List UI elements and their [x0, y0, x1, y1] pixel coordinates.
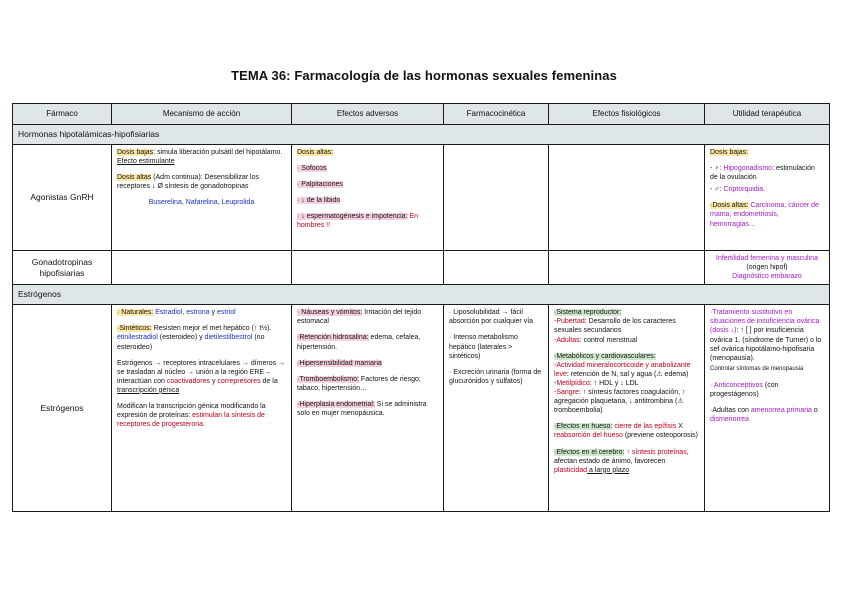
text: Hipogonadismo — [723, 165, 773, 173]
pharmacology-table — [12, 103, 830, 512]
adverse-label: ·Tromboembolismo: — [297, 375, 359, 383]
text: Modifican la transcripción génica modificando la expresión de proteínas: — [117, 403, 266, 420]
adverse-label: · Náuseas y vómitos: — [297, 309, 363, 317]
text: coactivadores — [166, 377, 211, 385]
adverse-item: · ↓ de la libido — [297, 197, 341, 205]
text: : ↑ síntesis factores coagulación, ↑ agregación plaquetaria, ↓ antitrombina (⚠ tromboembolia) — [554, 389, 686, 415]
text: Si se administra solo en mujer menopáusica. — [297, 400, 427, 418]
text: a largo plazo — [587, 466, 630, 474]
text: Factores de riesgo; tabaco, hipertensión… — [297, 375, 421, 392]
text: transcripción génica — [117, 386, 180, 394]
utilidad-cell — [705, 251, 830, 285]
text: : control menstrual — [579, 336, 638, 344]
text: : simula liberación pulsátil del hipotálamo. — [153, 149, 283, 156]
text: - ♀: — [710, 165, 724, 173]
label-sinteticos: ·Sintéticos: — [117, 325, 152, 333]
physio-label: ·Efectos en hueso: — [554, 423, 613, 431]
physio-label: ·Efectos en el cerebro: — [554, 448, 625, 456]
text: etinilestradiol — [117, 334, 158, 342]
utilidad-cell — [705, 305, 830, 512]
adverse-label: ·Hiperplasia endometrial: — [297, 400, 375, 408]
adverse-label: ·Hipersensibilidad mamaria — [297, 359, 382, 367]
text: plasticidad — [554, 466, 588, 474]
table-row-gnrh — [13, 145, 830, 251]
text: dismenorrea — [710, 415, 749, 423]
text: de la — [260, 377, 278, 385]
header-efectos-adversos: Efectos adversos — [292, 104, 444, 125]
adverse-label: ·Retención hidrosalina: — [297, 334, 369, 342]
table-row-gonadotropinas — [13, 251, 830, 285]
mecanismo-cell — [112, 145, 292, 251]
text: Criptorquidia. — [723, 186, 766, 194]
text: : retención de N, sal y agua (⚠ edema) — [566, 370, 689, 378]
physio-label: ·Sistema reproductor: — [554, 309, 622, 317]
pk-item: · Intenso metabolismo hepático (laterales > sintéticos) — [449, 334, 518, 360]
text: o — [811, 406, 818, 414]
table-row-estrogenos — [13, 305, 830, 512]
efectos-fisiologicos-cell — [549, 305, 705, 512]
efectos-fisiologicos-cell — [549, 145, 705, 251]
header-farmacocinetica: Farmacocinética — [444, 104, 549, 125]
text: estriol — [217, 309, 236, 317]
text: Controlar síntomas de menopausia — [710, 365, 804, 372]
header-row — [13, 104, 830, 125]
adverse-item: · Sofocos — [297, 165, 327, 173]
text: (previene osteoporosis) — [622, 432, 698, 440]
section-row-hipotalamicas — [13, 125, 830, 145]
text: Estrógenos → receptores intracelulares → dímeros → se trasladan al núcleo → unión a la región ERE→ interactúan con — [117, 359, 286, 385]
header-utilidad: Utilidad terapéutica — [705, 104, 830, 125]
drug-name: Estrógenos — [13, 305, 112, 512]
text: - ♂: — [710, 186, 724, 194]
text: X — [676, 423, 683, 431]
text: -Pubertad — [554, 318, 585, 326]
efectos-adversos-cell — [292, 251, 444, 285]
label-dosis-bajas: Dosis bajas — [117, 149, 154, 156]
text: : estimulación de la ovulación — [710, 165, 815, 182]
text: estimulan la síntesis de receptores de progesterona. — [117, 412, 265, 429]
text: ·Tratamiento sustitutivo en situaciones de insuficiencia ovárica (dosis ↓) — [710, 309, 820, 335]
text: amenorrea primaria — [750, 406, 812, 414]
text: : ↑ [ ] por insuficiencia ovárica 1. (síndrome de Turner) o lo sef ovárica hipotálamo-hipofisaria (menopausia). — [710, 327, 822, 362]
text: (esteroideo) y — [157, 334, 205, 342]
drug-name: Agonistas GnRH — [13, 145, 112, 251]
utilidad-cell — [705, 145, 830, 251]
mecanismo-cell — [112, 251, 292, 285]
text: Resisten mejor el met hepático (↑ t½). — [151, 325, 272, 333]
text: reabsorción del hueso — [554, 432, 623, 440]
header-efectos-fisiologicos: Efectos fisiológicos — [549, 104, 705, 125]
text: cierre de las epífisis — [612, 423, 677, 431]
section-title: Estrógenos — [13, 285, 830, 305]
farmacocinetica-cell — [444, 145, 549, 251]
label-dosis-altas: Dosis altas — [117, 174, 152, 182]
text: (Adm continua): Desensibilizar los receptores ↓ Ø síntesis de gonadotropinas — [117, 174, 259, 191]
text: Irritación del tejido estomacal — [297, 309, 422, 326]
label-dosis-altas: ·Dosis altas: — [710, 202, 749, 210]
adverse-item: · ↓ espermatogénesis e impotencia: — [297, 213, 408, 221]
label-naturales: · Naturales: — [117, 309, 154, 317]
mecanismo-cell — [112, 305, 292, 512]
text: (no esteroideo) — [117, 334, 265, 351]
text: -Adultas — [554, 336, 580, 344]
text: : ↑ HDL y ↓ LDL — [589, 379, 639, 387]
drug-list: Buserelina, Nafarelina, Leuprolida — [148, 199, 255, 207]
label-dosis-altas: Dosis altas: — [297, 149, 334, 156]
pk-item: · Excreción urinaria (forma de glucurónidos y sulfatos) — [449, 368, 542, 385]
efectos-fisiologicos-cell — [549, 251, 705, 285]
text: -Metilpídico — [554, 379, 590, 387]
text: (origen hipof) — [746, 264, 788, 272]
text: · Anticonceptivos — [710, 381, 763, 389]
text: , afectan estado de ánimo, favorecen — [554, 448, 689, 465]
header-farmaco: Fármaco — [13, 104, 112, 125]
text: En hombres !! — [297, 213, 419, 230]
text: ↑ síntesis proteínas — [624, 448, 687, 456]
page-title: TEMA 36: Farmacología de las hormonas sexuales femeninas — [231, 68, 617, 83]
farmacocinetica-cell — [444, 251, 549, 285]
section-row-estrogenos — [13, 285, 830, 305]
text: Infertilidad femenina y masculina — [716, 255, 818, 262]
drug-name: Gonadotropinas hipofisiarias — [13, 251, 112, 285]
text: -Sangre — [554, 389, 579, 397]
text: (con progestágenos) — [710, 381, 779, 398]
text: y — [209, 309, 217, 317]
text: dietilestilbestrol — [204, 334, 253, 342]
text: y — [210, 377, 218, 385]
efectos-adversos-cell — [292, 145, 444, 251]
physio-label: ·Metabólicos y cardiovasculares: — [554, 352, 656, 360]
section-title: Hormonas hipotalámicas-hipofisiarias — [13, 125, 830, 145]
text: ·Adultas con — [710, 406, 751, 414]
efectos-adversos-cell — [292, 305, 444, 512]
text: Estradiol, estrona — [153, 309, 210, 317]
text: -Actividad mineralocorticoide y anabolizante leve — [554, 361, 691, 378]
pk-item: · Liposolubilidad → fácil absorción por cualquier vía — [449, 309, 534, 326]
adverse-item: · Palpitaciones — [297, 181, 343, 189]
text: edema, cefalea, hipertensión. — [297, 334, 421, 351]
text: Efecto estimulante — [117, 158, 175, 166]
text: Diagnóstico embarazo — [732, 273, 802, 281]
header-mecanismo: Mecanismo de acción — [112, 104, 292, 125]
text: Carcinoma, cáncer de mama, endometriosis, hemorragias… — [710, 202, 819, 228]
text: correpresores — [217, 377, 261, 385]
text: : Desarrollo de los caracteres sexuales secundarios — [554, 318, 676, 335]
label-dosis-bajas: Dosis bajas: — [710, 149, 749, 156]
farmacocinetica-cell — [444, 305, 549, 512]
